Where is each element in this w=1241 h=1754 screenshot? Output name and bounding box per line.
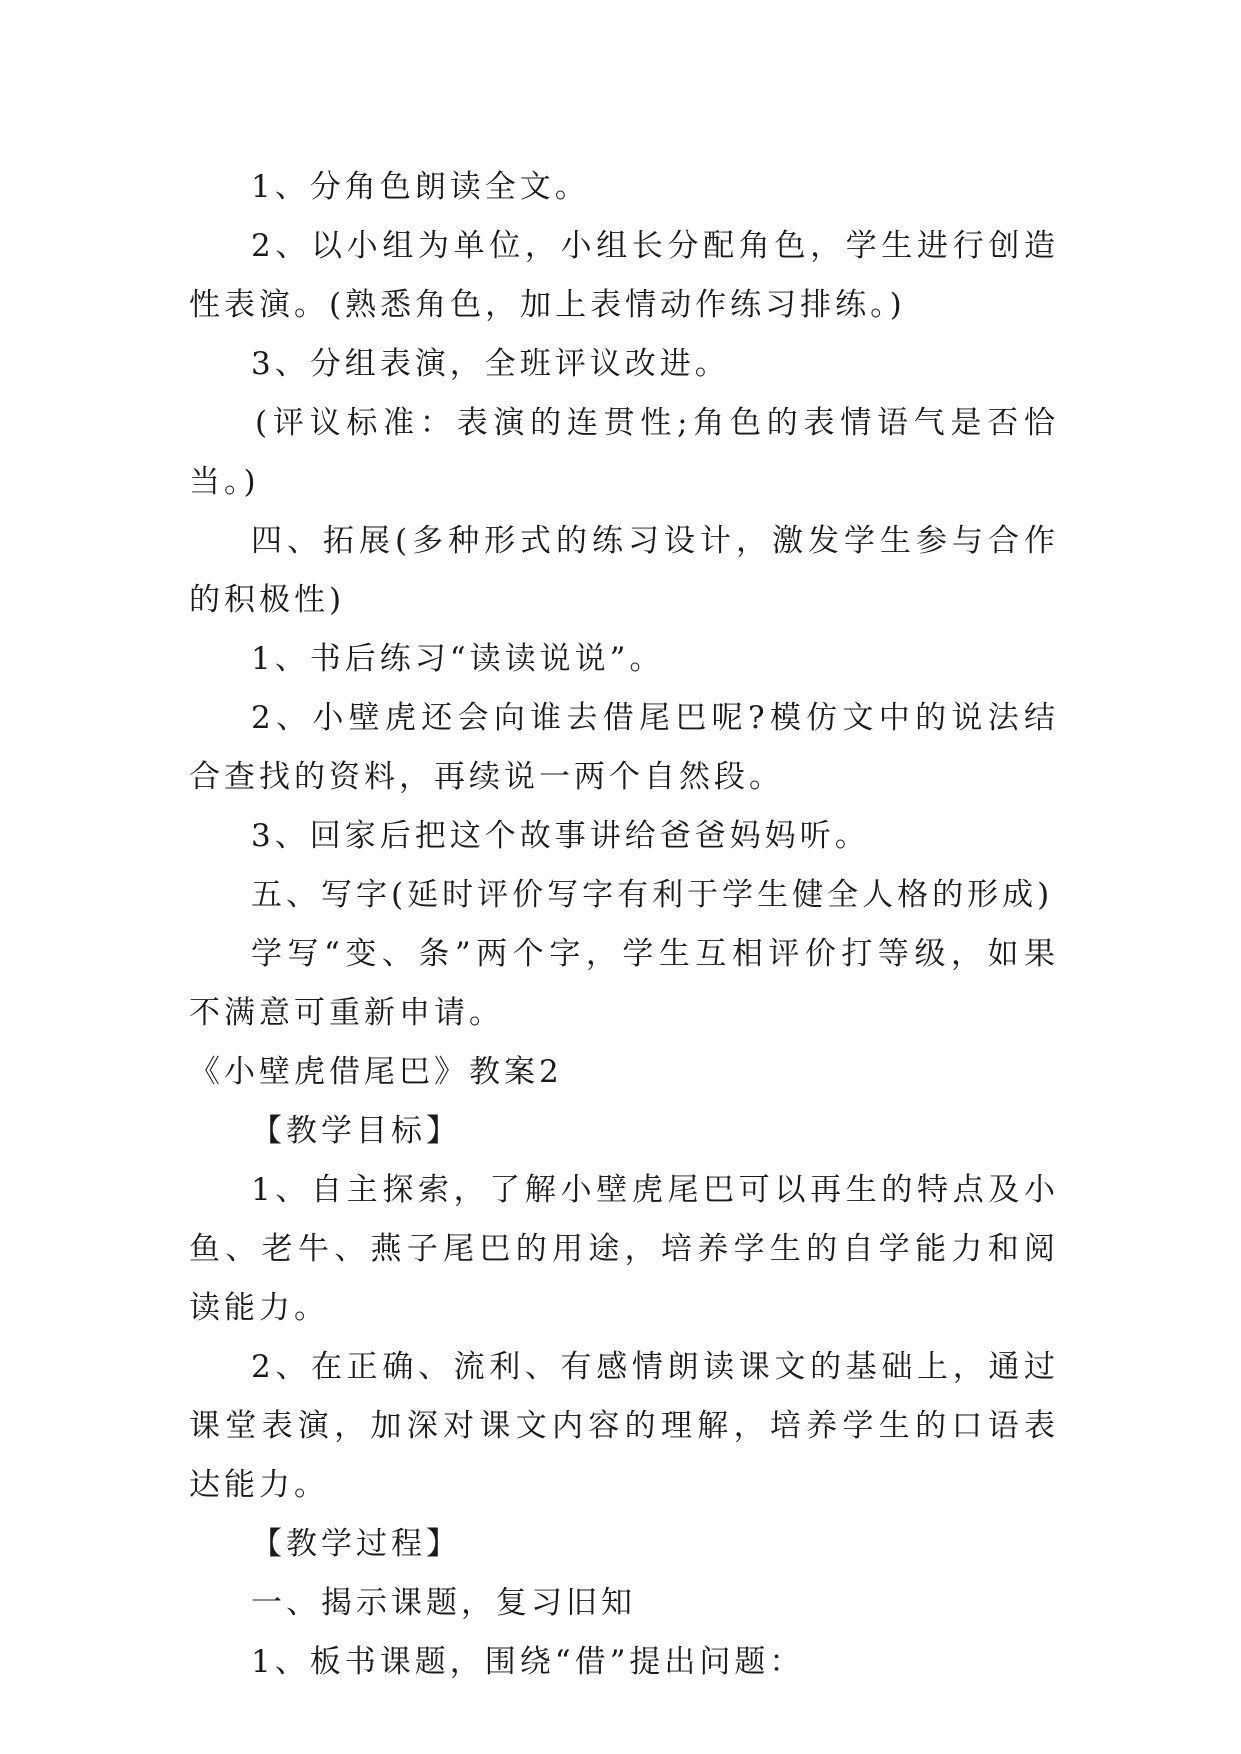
section-heading-process: 【教学过程】 (251, 1526, 461, 1562)
document-title: 《小壁虎借尾巴》教案2 (189, 1054, 563, 1090)
paragraph: 一、揭示课题，复习旧知 (251, 1585, 636, 1621)
paragraph: 3、分组表演，全班评议改进。 (251, 346, 730, 382)
paragraph: 2、小壁虎还会向谁去借尾巴呢?模仿文中的说法结合查找的资料，再续说一两个自然段。 (189, 700, 1059, 795)
paragraph: 1、书后练习“读读说说”。 (251, 641, 665, 677)
paragraph: 1、分角色朗读全文。 (251, 169, 590, 205)
paragraph: 学写“变、条”两个字，学生互相评价打等级，如果不满意可重新申请。 (189, 936, 1059, 1031)
paragraph: 2、在正确、流利、有感情朗读课文的基础上，通过课堂表演，加深对课文内容的理解，培养学生的口语表达能力。 (189, 1349, 1059, 1503)
paragraph: (评议标准：表演的连贯性;角色的表情语气是否恰当。) (189, 405, 1059, 500)
paragraph: 五、写字(延时评价写字有利于学生健全人格的形成) (251, 877, 1054, 913)
paragraph: 1、自主探索，了解小壁虎尾巴可以再生的特点及小鱼、老牛、燕子尾巴的用途，培养学生的自学能力和阅读能力。 (189, 1172, 1059, 1326)
paragraph: 3、回家后把这个故事讲给爸爸妈妈听。 (251, 818, 870, 854)
document-page (189, 158, 1059, 1692)
paragraph: 1、板书课题，围绕“借”提出问题： (251, 1644, 805, 1680)
paragraph: 2、以小组为单位，小组长分配角色，学生进行创造性表演。(熟悉角色，加上表情动作练习排练。) (189, 228, 1059, 323)
section-heading-goals: 【教学目标】 (251, 1113, 461, 1149)
paragraph: 四、拓展(多种形式的练习设计，激发学生参与合作的积极性) (189, 523, 1059, 618)
